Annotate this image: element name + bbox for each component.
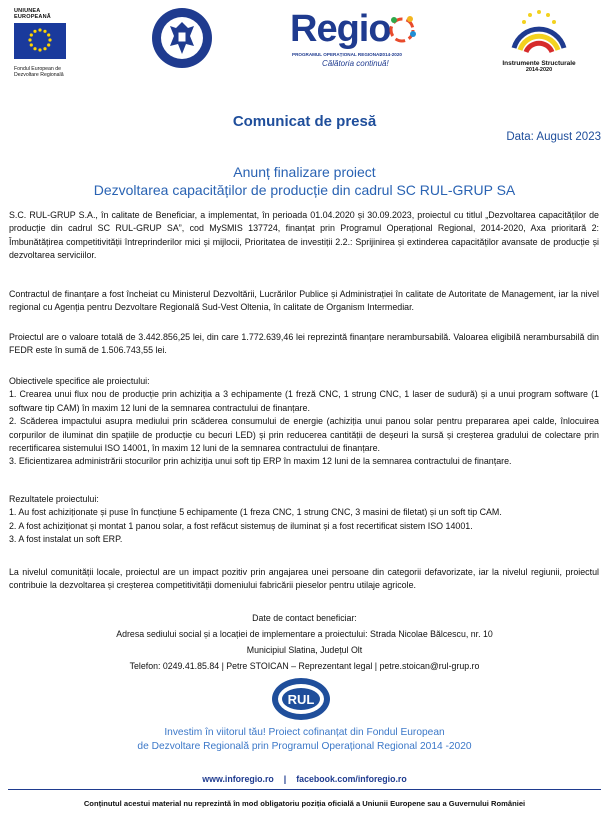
announcement-project-title: Dezvoltarea capacităților de producție din cadrul SC RUL-GRUP SA — [93, 182, 516, 198]
regio-logo — [290, 8, 420, 66]
contact-title: Date de contact beneficiar: — [252, 613, 357, 623]
objectives-heading: Obiectivele specifice ale proiectului: — [9, 376, 150, 386]
contact-address: Adresa sediului social și a locației de implementare a proiectului: Strada Nicolae Bălcescu, nr. 10 — [116, 629, 493, 639]
eu-fund-caption-line1: Fondul European de — [14, 66, 62, 72]
objective-item: 3. Eficientizarea administrării stocurilor prin achiziția unui soft tip ERP în maxim 12 luni de la semnarea contractului de finanțare. — [9, 456, 512, 467]
result-item: 3. A fost instalat un soft ERP. — [9, 534, 123, 545]
result-item: 1. Au fost achiziționate și puse în funcțiune 5 echipamente (1 freza CNC, 1 strung CNC, 3 masini de filetat) și un soft tip CAM. — [9, 507, 502, 518]
structural-instruments-title: Instrumente Structurale — [502, 60, 576, 67]
eu-logo — [14, 8, 74, 78]
regio-tagline: Călătoria continuă! — [322, 59, 389, 68]
impact-text: La nivelul comunității locale, proiectul are un impact pozitiv prin angajarea unei persoane din categorii defavorizate, iar la nivelul regiunii, proiectul contribuie la dezvoltarea și creșterea competitivității domeniului fabricării pieselor pentru utilaje agricole. — [9, 567, 599, 591]
structural-instruments-years: 2014-2020 — [525, 67, 553, 73]
rul-grup-logo — [270, 676, 332, 722]
footer-disclaimer: Conținutul acestui material nu reprezintă în mod obligatoriu poziția oficială a Uniunii Europene sau a Guvernului României — [83, 799, 526, 808]
contract-paragraph — [9, 288, 599, 315]
value-paragraph — [9, 331, 599, 358]
objective-item: 1. Crearea unui flux nou de producție prin achiziția a 3 echipamente (1 freză CNC, 1 strung CNC, 1 laser de sudură) și a unui program software (1 software tip CAM) în maxim 12 luni de la semnarea contractului de finanțare. — [9, 389, 599, 413]
objectives-section — [9, 375, 599, 469]
facebook-link[interactable]: facebook.com/inforegio.ro — [296, 774, 407, 784]
press-release-title: Comunicat de presă — [232, 113, 377, 130]
contact-phone-line: Telefon: 0249.41.85.84 | Petre STOICAN – Reprezentant legal | petre.stoican@rul-grup.ro — [129, 661, 480, 671]
eu-flag-icon — [14, 23, 66, 59]
footer-links — [0, 774, 609, 784]
regio-program-years: 2014-2020 — [380, 52, 402, 57]
contract-text: Contractul de finanțare a fost încheiat cu Ministerul Dezvoltării, Lucrărilor Publice și Administrației în calitate de Autoritate de Management, iar la nivel regional cu Agenția pentru Dezvoltare Regională Sud-Vest Oltenia, în calitate de Organism Intermediar. — [9, 289, 599, 313]
eu-fund-caption — [14, 66, 74, 78]
eu-logo-caption: UNIUNEA EUROPEANĂ — [14, 8, 51, 20]
announcement-line1: Anunț finalizare proiect — [233, 164, 376, 180]
slogan-line1: Investim în viitorul tău! Proiect cofinanțat din Fondul European — [164, 727, 445, 738]
inforegio-link[interactable]: www.inforegio.ro — [202, 774, 274, 784]
press-release-date: Data: August 2023 — [506, 131, 601, 143]
slogan-line2: de Dezvoltare Regională prin Programul Operațional Regional 2014 -2020 — [137, 741, 472, 752]
funding-slogan — [0, 726, 609, 754]
contact-block — [0, 610, 609, 674]
intro-text: S.C. RUL-GRUP S.A., în calitate de Beneficiar, a implementat, în perioada 01.04.2020 și 30.09.2023, proiectul cu titlul „Dezvoltarea capacităților de producție din cadrul SC RUL-GRUP SA”, cod MySMIS 137724, finanțat prin Programul Operațional Regional, 2014-2020, Axa prioritară 2: Îmbunătățirea competitivității întreprinderilor mici și mijlocii, Prioritatea de investiții 2.2.: Sprijinirea și extinderea capacităților avansate de producție și dezvoltarea serviciilor. — [9, 210, 599, 261]
announcement-heading — [0, 163, 609, 199]
structural-instruments-logo — [496, 4, 582, 72]
regio-color-dots-icon — [386, 12, 418, 46]
footer-divider — [8, 789, 601, 790]
results-section — [9, 493, 599, 547]
contact-city: Municipiul Slatina, Județul Olt — [246, 645, 363, 655]
value-text: Proiectul are o valoare totală de 3.442.856,25 lei, din care 1.772.639,46 lei reprezintă finanțare nerambursabilă. Valoarea eligibilă nerambursabilă din FEDR este în sumă de 1.506.743,55 lei. — [9, 332, 599, 356]
structural-instruments-emblem-icon — [508, 4, 570, 60]
regio-wordmark: Regio — [290, 8, 391, 50]
rul-logo-text: RUL — [287, 692, 315, 707]
objective-item: 2. Scăderea impactului asupra mediului prin scăderea consumului de energie (achiziția unui panou solar pentru prepararea apei calde, înlocuirea corpurilor de iluminat din spațiile de producție cu becuri LED) și prin reducerea cantității de deșeuri la sursă și creșterea gradului de colectare prin recertificarea sistemului ISO 14001, în maxim 12 luni de la semnarea contractului de finanțare. — [9, 416, 599, 454]
regio-program-name: PROGRAMUL OPERAȚIONAL REGIONAL — [292, 52, 383, 57]
impact-paragraph — [9, 566, 599, 593]
government-of-romania-logo — [150, 6, 214, 70]
intro-paragraph — [9, 209, 599, 263]
result-item: 2. A fost achiziționat și montat 1 panou solar, a fost refăcut sistemuș de iluminat și a fost recertificat sistem ISO 14001. — [9, 520, 473, 531]
eu-fund-caption-line2: Dezvoltare Regională — [14, 72, 64, 78]
results-heading: Rezultatele proiectului: — [9, 494, 99, 504]
footer-separator: | — [283, 774, 287, 784]
